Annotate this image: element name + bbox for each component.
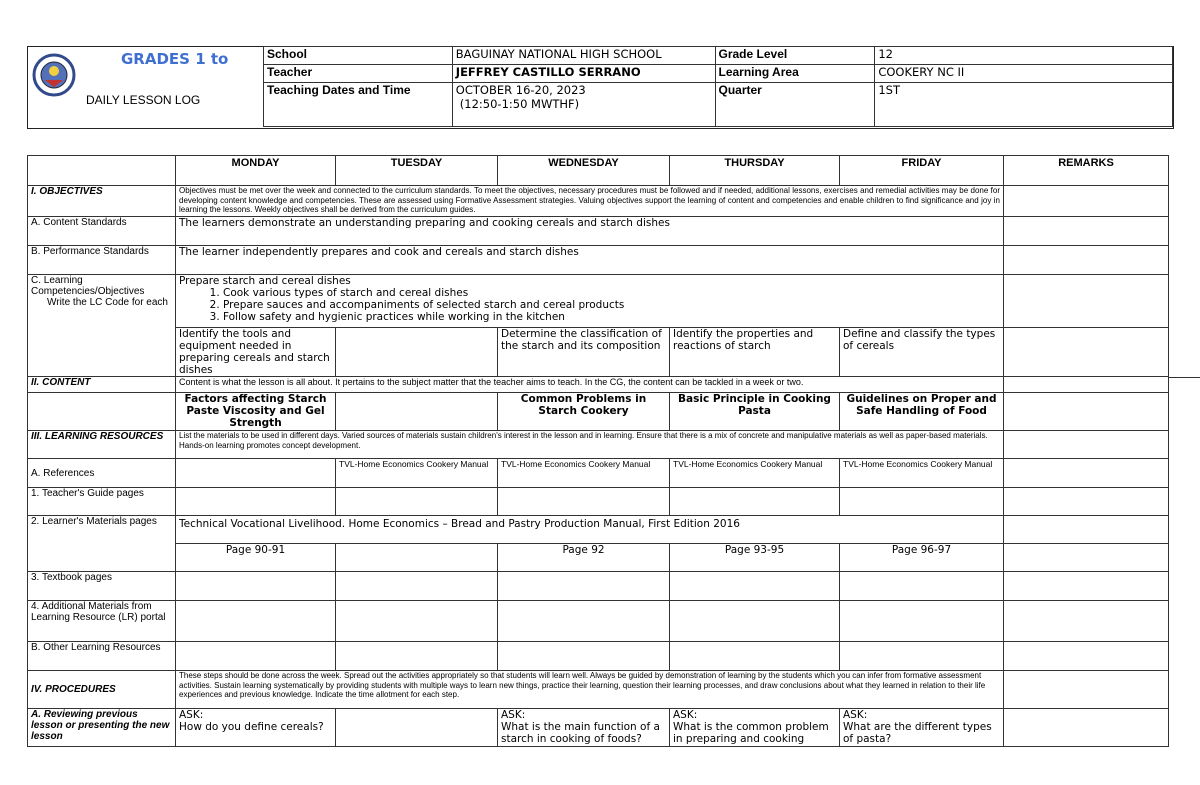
review-wednesday-question: What is the main function of a starch in cooking of foods? [501,721,660,745]
empty-cell [498,642,670,671]
table-edge-line [1168,377,1200,378]
empty-cell [498,601,670,642]
remarks-cell [1004,393,1169,431]
empty-cell [28,393,176,431]
page-thursday: Page 93-95 [670,544,840,572]
content-text: Content is what the lesson is all about. It pertains to the subject matter that the teacher aims to teach. In the CG, the content can be tackled in a week or two. [176,377,1004,393]
topic-monday: Factors affecting Starch Paste Viscosity and Gel Strength [176,393,336,431]
deped-seal-icon [32,47,76,103]
review-thursday [670,709,840,747]
empty-cell [840,488,1004,516]
procedures-label: IV. PROCEDURES [28,671,176,709]
grade-label: Grade Level [715,47,875,65]
empty-cell [670,572,840,601]
empty-cell [336,393,498,431]
remarks-cell [1004,488,1169,516]
teacher-value: JEFFREY CASTILLO SERRANO [452,65,715,83]
quarter-value: 1ST [875,83,1173,127]
day-remarks: REMARKS [1004,156,1169,186]
review-friday [840,709,1004,747]
content-label: II. CONTENT [28,377,176,393]
ask-label: ASK: [179,709,204,721]
competency-friday: Define and classify the types of cereals [840,328,1004,377]
empty-cell [670,488,840,516]
reference-wednesday: TVL-Home Economics Cookery Manual [498,459,670,488]
procedures-text: These steps should be done across the week. Spread out the activities appropriately so that students will learn well. Always be guided by demonstration of learning by the students which you can infer from formative assessment activities. Sustain learning systematically by providing students with multiple ways to learn new things, practice their learning, question their learning processes, and draw conclusions about what they learned in relation to their life experiences and previous knowledge. Indicate the time allotment for each step. [176,671,1004,709]
remarks-cell [1004,544,1169,572]
grades-title: GRADES 1 to [121,50,229,68]
day-friday: FRIDAY [840,156,1004,186]
remarks-cell [1004,516,1169,544]
dates-cell [452,83,715,127]
remarks-cell [1004,275,1169,328]
review-wednesday [498,709,670,747]
reference-tuesday: TVL-Home Economics Cookery Manual [336,459,498,488]
competencies-label: C. Learning Competencies/Objectives [31,275,145,297]
other-resources-label: B. Other Learning Resources [28,642,176,671]
competencies-text [176,275,1004,328]
performance-standards-label: B. Performance Standards [28,246,176,275]
reviewing-label: A. Reviewing previous lesson or presenting the new lesson [28,709,176,747]
learners-materials-text: Technical Vocational Livelihood. Home Economics – Bread and Pastry Production Manual, First Edition 2016 [176,516,1004,544]
competency-monday: Identify the tools and equipment needed in preparing cereals and starch dishes [176,328,336,377]
header-table [263,46,1173,127]
area-value: COOKERY NC II [875,65,1173,83]
competencies-sub: Write the LC Code for each [47,297,168,308]
topic-thursday: Basic Principle in Cooking Pasta [670,393,840,431]
lesson-log-table [27,155,1169,747]
ask-label: ASK: [673,709,698,721]
page-friday: Page 96-97 [840,544,1004,572]
topic-friday: Guidelines on Proper and Safe Handling of Food [840,393,1004,431]
time-value: (12:50-1:50 MWTHF) [459,97,580,111]
empty-cell [840,642,1004,671]
empty-cell [176,642,336,671]
empty-cell [176,459,336,488]
references-label: A. References [28,459,176,488]
review-monday [176,709,336,747]
performance-standards-text: The learner independently prepares and cook and cereals and starch dishes [176,246,1004,275]
textbook-label: 3. Textbook pages [28,572,176,601]
reference-friday: TVL-Home Economics Cookery Manual [840,459,1004,488]
empty-cell [336,601,498,642]
dates-value: OCTOBER 16-20, 2023 [455,83,586,97]
empty-cell [176,488,336,516]
reference-thursday: TVL-Home Economics Cookery Manual [670,459,840,488]
page-wednesday: Page 92 [498,544,670,572]
empty-cell [176,572,336,601]
topic-wednesday: Common Problems in Starch Cookery [498,393,670,431]
resources-label: III. LEARNING RESOURCES [28,431,176,459]
empty-cell [840,572,1004,601]
additional-materials-label: 4. Additional Materials from Learning Resource (LR) portal [28,601,176,642]
empty-cell [336,709,498,747]
empty-cell [336,572,498,601]
remarks-cell [1004,328,1169,377]
page-monday: Page 90-91 [176,544,336,572]
grade-value: 12 [875,47,1173,65]
competencies-intro: Prepare starch and cereal dishes [179,275,351,287]
remarks-cell [1004,459,1169,488]
remarks-cell [1004,246,1169,275]
dates-label: Teaching Dates and Time [264,83,453,127]
ask-label: ASK: [501,709,526,721]
remarks-cell [1004,642,1169,671]
objectives-label: I. OBJECTIVES [28,186,176,217]
school-value: BAGUINAY NATIONAL HIGH SCHOOL [452,47,715,65]
resources-text: List the materials to be used in different days. Varied sources of materials sustain children's interest in the lesson and in learning. Ensure that there is a mix of concrete and manipulative materials as well as paper-based materials. Hands-on learning promotes concept development. [176,431,1004,459]
quarter-label: Quarter [715,83,875,127]
corner-cell [28,156,176,186]
competency-item: 2. Prepare sauces and accompaniments of selected starch and cereal products [223,299,1000,311]
teacher-label: Teacher [264,65,453,83]
review-friday-question: What are the different types of pasta? [843,721,992,745]
remarks-cell [1004,709,1169,747]
remarks-cell [1004,431,1169,459]
competency-item: 3. Follow safety and hygienic practices while working in the kitchen [223,311,1000,323]
day-wednesday: WEDNESDAY [498,156,670,186]
empty-cell [336,544,498,572]
review-monday-question: How do you define cereals? [179,721,324,733]
content-standards-text: The learners demonstrate an understanding preparing and cooking cereals and starch dishes [176,217,1004,246]
learners-materials-label: 2. Learner's Materials pages [28,516,176,572]
remarks-cell [1004,601,1169,642]
review-thursday-question: What is the common problem in preparing and cooking [673,721,829,745]
empty-cell [498,572,670,601]
remarks-cell [1004,572,1169,601]
competency-item: 1. Cook various types of starch and cereal dishes [223,287,1000,299]
empty-cell [336,642,498,671]
remarks-cell [1004,217,1169,246]
day-tuesday: TUESDAY [336,156,498,186]
empty-cell [336,328,498,377]
competency-thursday: Identify the properties and reactions of starch [670,328,840,377]
ask-label: ASK: [843,709,868,721]
remarks-cell [1004,186,1169,217]
empty-cell [176,601,336,642]
day-thursday: THURSDAY [670,156,840,186]
remarks-cell [1004,671,1169,709]
log-title: DAILY LESSON LOG [86,93,201,107]
objectives-text: Objectives must be met over the week and connected to the curriculum standards. To meet the objectives, necessary procedures must be followed and if needed, additional lessons, exercises and remedial activities may be done for developing content knowledge and competencies. These are assessed using Formative Assessment strategies. Valuing objectives support the learning of content and competencies and enable children to find significance and joy in learning the lessons. Weekly objectives shall be derived from the curriculum guides. [176,186,1004,217]
empty-cell [336,488,498,516]
school-label: School [264,47,453,65]
area-label: Learning Area [715,65,875,83]
teachers-guide-label: 1. Teacher's Guide pages [28,488,176,516]
empty-cell [840,601,1004,642]
competencies-label-cell [28,275,176,377]
day-monday: MONDAY [176,156,336,186]
empty-cell [670,601,840,642]
competencies-list [179,287,1000,323]
competency-wednesday: Determine the classification of the starch and its composition [498,328,670,377]
empty-cell [498,488,670,516]
empty-cell [670,642,840,671]
remarks-cell [1004,377,1169,393]
content-standards-label: A. Content Standards [28,217,176,246]
